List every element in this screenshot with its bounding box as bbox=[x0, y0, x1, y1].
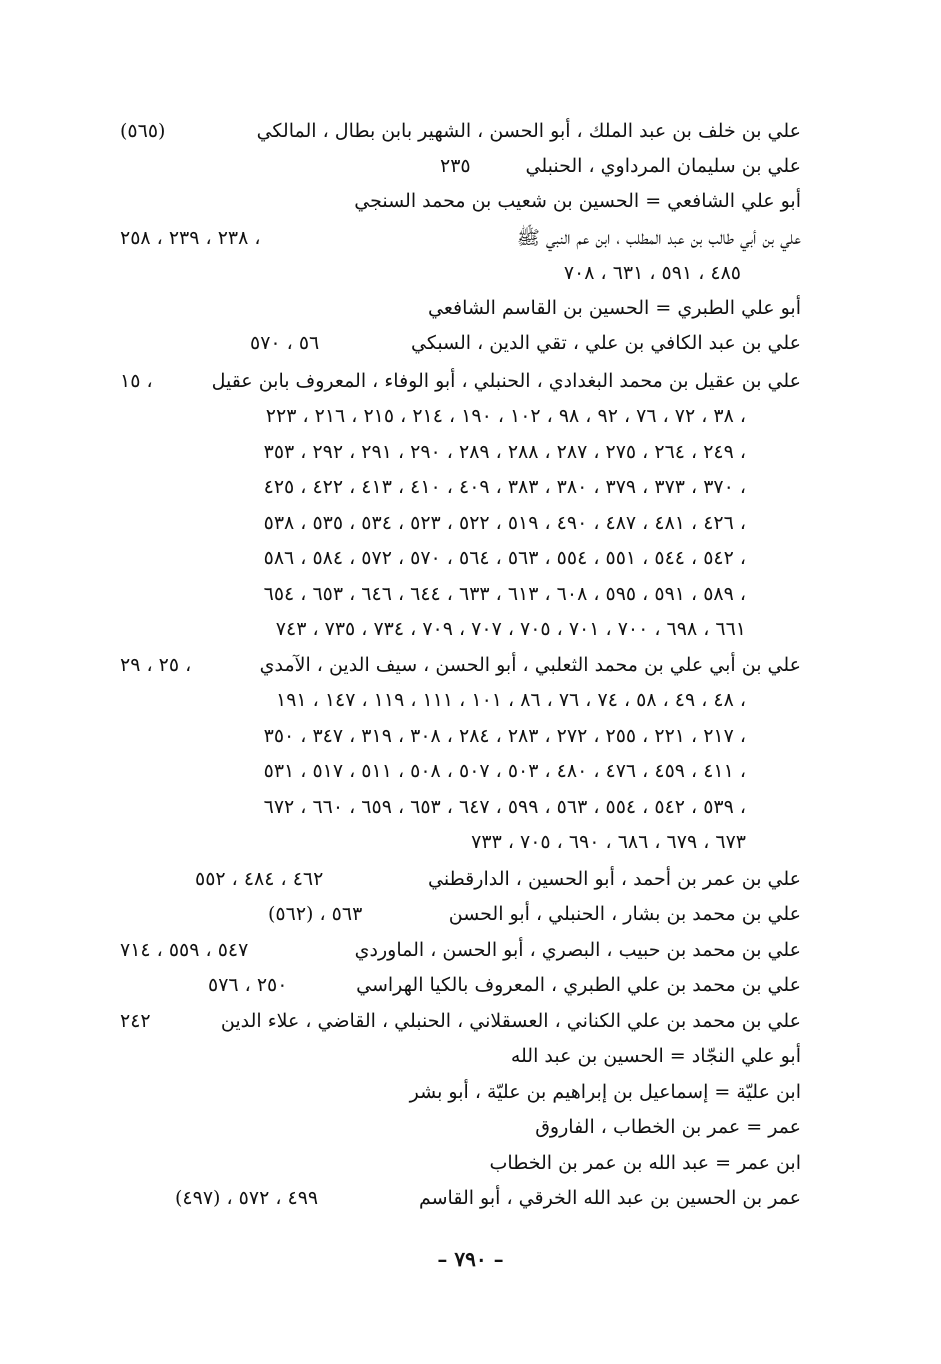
index-entry-pages: ٥٦ ، ٥٧٠ bbox=[250, 332, 320, 354]
index-entry-name: أبو علي الشافعي = الحسين بن شعيب بن محمد السنجي bbox=[354, 190, 801, 212]
index-entry-continuation: ٢١٧ ، ٢٢١ ، ٢٥٥ ، ٢٧٢ ، ٢٨٣ ، ٢٨٤ ، ٣٠٨ ، ٣١٩ ، ٣٤٧ ، ٣٥٠ ، bbox=[263, 725, 746, 747]
index-entry-name: علي بن عقيل بن محمد البغدادي ، الحنبلي ، أبو الوفاء ، المعروف بابن عقيل bbox=[211, 370, 801, 392]
index-entry-pages: ٢٤٢ bbox=[120, 1010, 151, 1032]
index-entry-name: عمر = عمر بن الخطاب ، الفاروق bbox=[535, 1116, 801, 1138]
index-entry-continuation: ٦٧٣ ، ٦٧٩ ، ٦٨٦ ، ٦٩٠ ، ٧٠٥ ، ٧٣٣ bbox=[471, 831, 746, 853]
index-entry-continuation: ٢٤٩ ، ٢٦٤ ، ٢٧٥ ، ٢٨٧ ، ٢٨٨ ، ٢٨٩ ، ٢٩٠ ، ٢٩١ ، ٢٩٢ ، ٣٥٣ ، bbox=[263, 441, 746, 463]
index-entry-pages: (٥٦٢) ، ٥٦٣ bbox=[268, 903, 363, 925]
index-entry-name: علي بن عمر بن أحمد ، أبو الحسين ، الدارقطني bbox=[428, 868, 801, 890]
index-entry-continuation: ٥٨٩ ، ٥٩١ ، ٥٩٥ ، ٦٠٨ ، ٦١٣ ، ٦٣٣ ، ٦٤٤ ، ٦٤٦ ، ٦٥٣ ، ٦٥٤ ، bbox=[263, 583, 746, 605]
index-entry-name: علي بن محمد بن حبيب ، البصري ، أبو الحسن ، الماوردي bbox=[354, 939, 801, 961]
index-entry-name: علي بن محمد بن علي الكناني ، العسقلاني ، الحنبلي ، القاضي ، علاء الدين bbox=[220, 1010, 801, 1032]
index-entry-name: أبو علي النجّاد = الحسين بن عبد الله bbox=[510, 1045, 801, 1067]
index-entry-name: علي بن سليمان المرداوي ، الحنبلي bbox=[525, 155, 801, 177]
index-entry-continuation: ٥٣٩ ، ٥٤٢ ، ٥٥٤ ، ٥٦٣ ، ٥٩٩ ، ٦٤٧ ، ٦٥٣ ، ٦٥٩ ، ٦٦٠ ، ٦٧٢ ، bbox=[263, 796, 746, 818]
index-entry-name: علي بن محمد بن علي الطبري ، المعروف بالكيا الهراسي bbox=[356, 974, 801, 996]
index-entry-name: علي بن خلف بن عبد الملك ، أبو الحسن ، الشهير بابن بطال ، المالكي bbox=[256, 120, 801, 142]
index-entry-name: علي بن أبي علي بن محمد الثعلبي ، أبو الحسن ، سيف الدين ، الآمدي bbox=[259, 654, 801, 676]
page-number: – ٧٩٠ – bbox=[437, 1247, 504, 1271]
index-entry-name: علي بن أبي طالب بن عبد المطلب ، ابن عم النبي ﷺ bbox=[516, 227, 801, 249]
index-entry-pages: ٢٣٥ bbox=[440, 155, 471, 177]
index-entry-name: ابن عليّة = إسماعيل بن إبراهيم بن عليّة ، أبو بشر bbox=[409, 1081, 801, 1103]
index-entry-pages: ٥٤٧ ، ٥٥٩ ، ٧١٤ bbox=[120, 939, 249, 961]
index-entry-name: علي بن عبد الكافي بن علي ، تقي الدين ، السبكي bbox=[410, 332, 801, 354]
index-entry-continuation: ٤٨ ، ٤٩ ، ٥٨ ، ٧٤ ، ٧٦ ، ٨٦ ، ١٠١ ، ١١١ ، ١١٩ ، ١٤٧ ، ١٩١ ، bbox=[275, 689, 746, 711]
index-entry-continuation: ٤١١ ، ٤٥٩ ، ٤٧٦ ، ٤٨٠ ، ٥٠٣ ، ٥٠٧ ، ٥٠٨ ، ٥١١ ، ٥١٧ ، ٥٣١ ، bbox=[263, 760, 746, 782]
index-entry-pages: ٢٥٠ ، ٥٧٦ bbox=[208, 974, 288, 996]
index-entry-pages: ١٥ ، bbox=[120, 370, 153, 392]
index-entry-name: علي بن محمد بن بشار ، الحنبلي ، أبو الحسن bbox=[448, 903, 801, 925]
index-entry-pages: (٤٩٧) ، ٤٩٩ ، ٥٧٢ bbox=[175, 1187, 319, 1209]
index-entry-pages: ٢٥ ، ٢٩ ، bbox=[120, 654, 192, 676]
index-entry-name: ابن عمر = عبد الله بن عمر بن الخطاب bbox=[489, 1152, 801, 1174]
index-entry-continuation: ٦٦١ ، ٦٩٨ ، ٧٠٠ ، ٧٠١ ، ٧٠٥ ، ٧٠٧ ، ٧٠٩ ، ٧٣٤ ، ٧٣٥ ، ٧٤٣ bbox=[275, 618, 746, 640]
index-entry-pages: (٥٦٥) bbox=[120, 120, 166, 142]
index-entry-continuation: ٣٧٠ ، ٣٧٣ ، ٣٧٩ ، ٣٨٠ ، ٣٨٣ ، ٤٠٩ ، ٤١٠ ، ٤١٣ ، ٤٢٢ ، ٤٢٥ ، bbox=[263, 476, 746, 498]
index-entry-continuation: ٤٨٥ ، ٥٩١ ، ٦٣١ ، ٧٠٨ bbox=[563, 262, 741, 284]
index-entry-continuation: ٣٨ ، ٧٢ ، ٧٦ ، ٩٢ ، ٩٨ ، ١٠٢ ، ١٩٠ ، ٢١٤ ، ٢١٥ ، ٢١٦ ، ٢٢٣ ، bbox=[265, 405, 746, 427]
index-entry-name: أبو علي الطبري = الحسين بن القاسم الشافعي bbox=[428, 297, 801, 319]
index-entry-pages: ٤٦٢ ، ٤٨٤ ، ٥٥٢ bbox=[195, 868, 324, 890]
index-entry-pages: ٢٣٨ ، ٢٣٩ ، ٢٥٨ ، bbox=[120, 227, 261, 249]
index-entry-continuation: ٥٤٢ ، ٥٤٤ ، ٥٥١ ، ٥٥٤ ، ٥٦٣ ، ٥٦٤ ، ٥٧٠ ، ٥٧٢ ، ٥٨٤ ، ٥٨٦ ، bbox=[263, 547, 746, 569]
index-entry-continuation: ٤٢٦ ، ٤٨١ ، ٤٨٧ ، ٤٩٠ ، ٥١٩ ، ٥٢٢ ، ٥٢٣ ، ٥٣٤ ، ٥٣٥ ، ٥٣٨ ، bbox=[263, 512, 746, 534]
index-entry-name: عمر بن الحسين بن عبد الله الخرقي ، أبو القاسم bbox=[418, 1187, 801, 1209]
